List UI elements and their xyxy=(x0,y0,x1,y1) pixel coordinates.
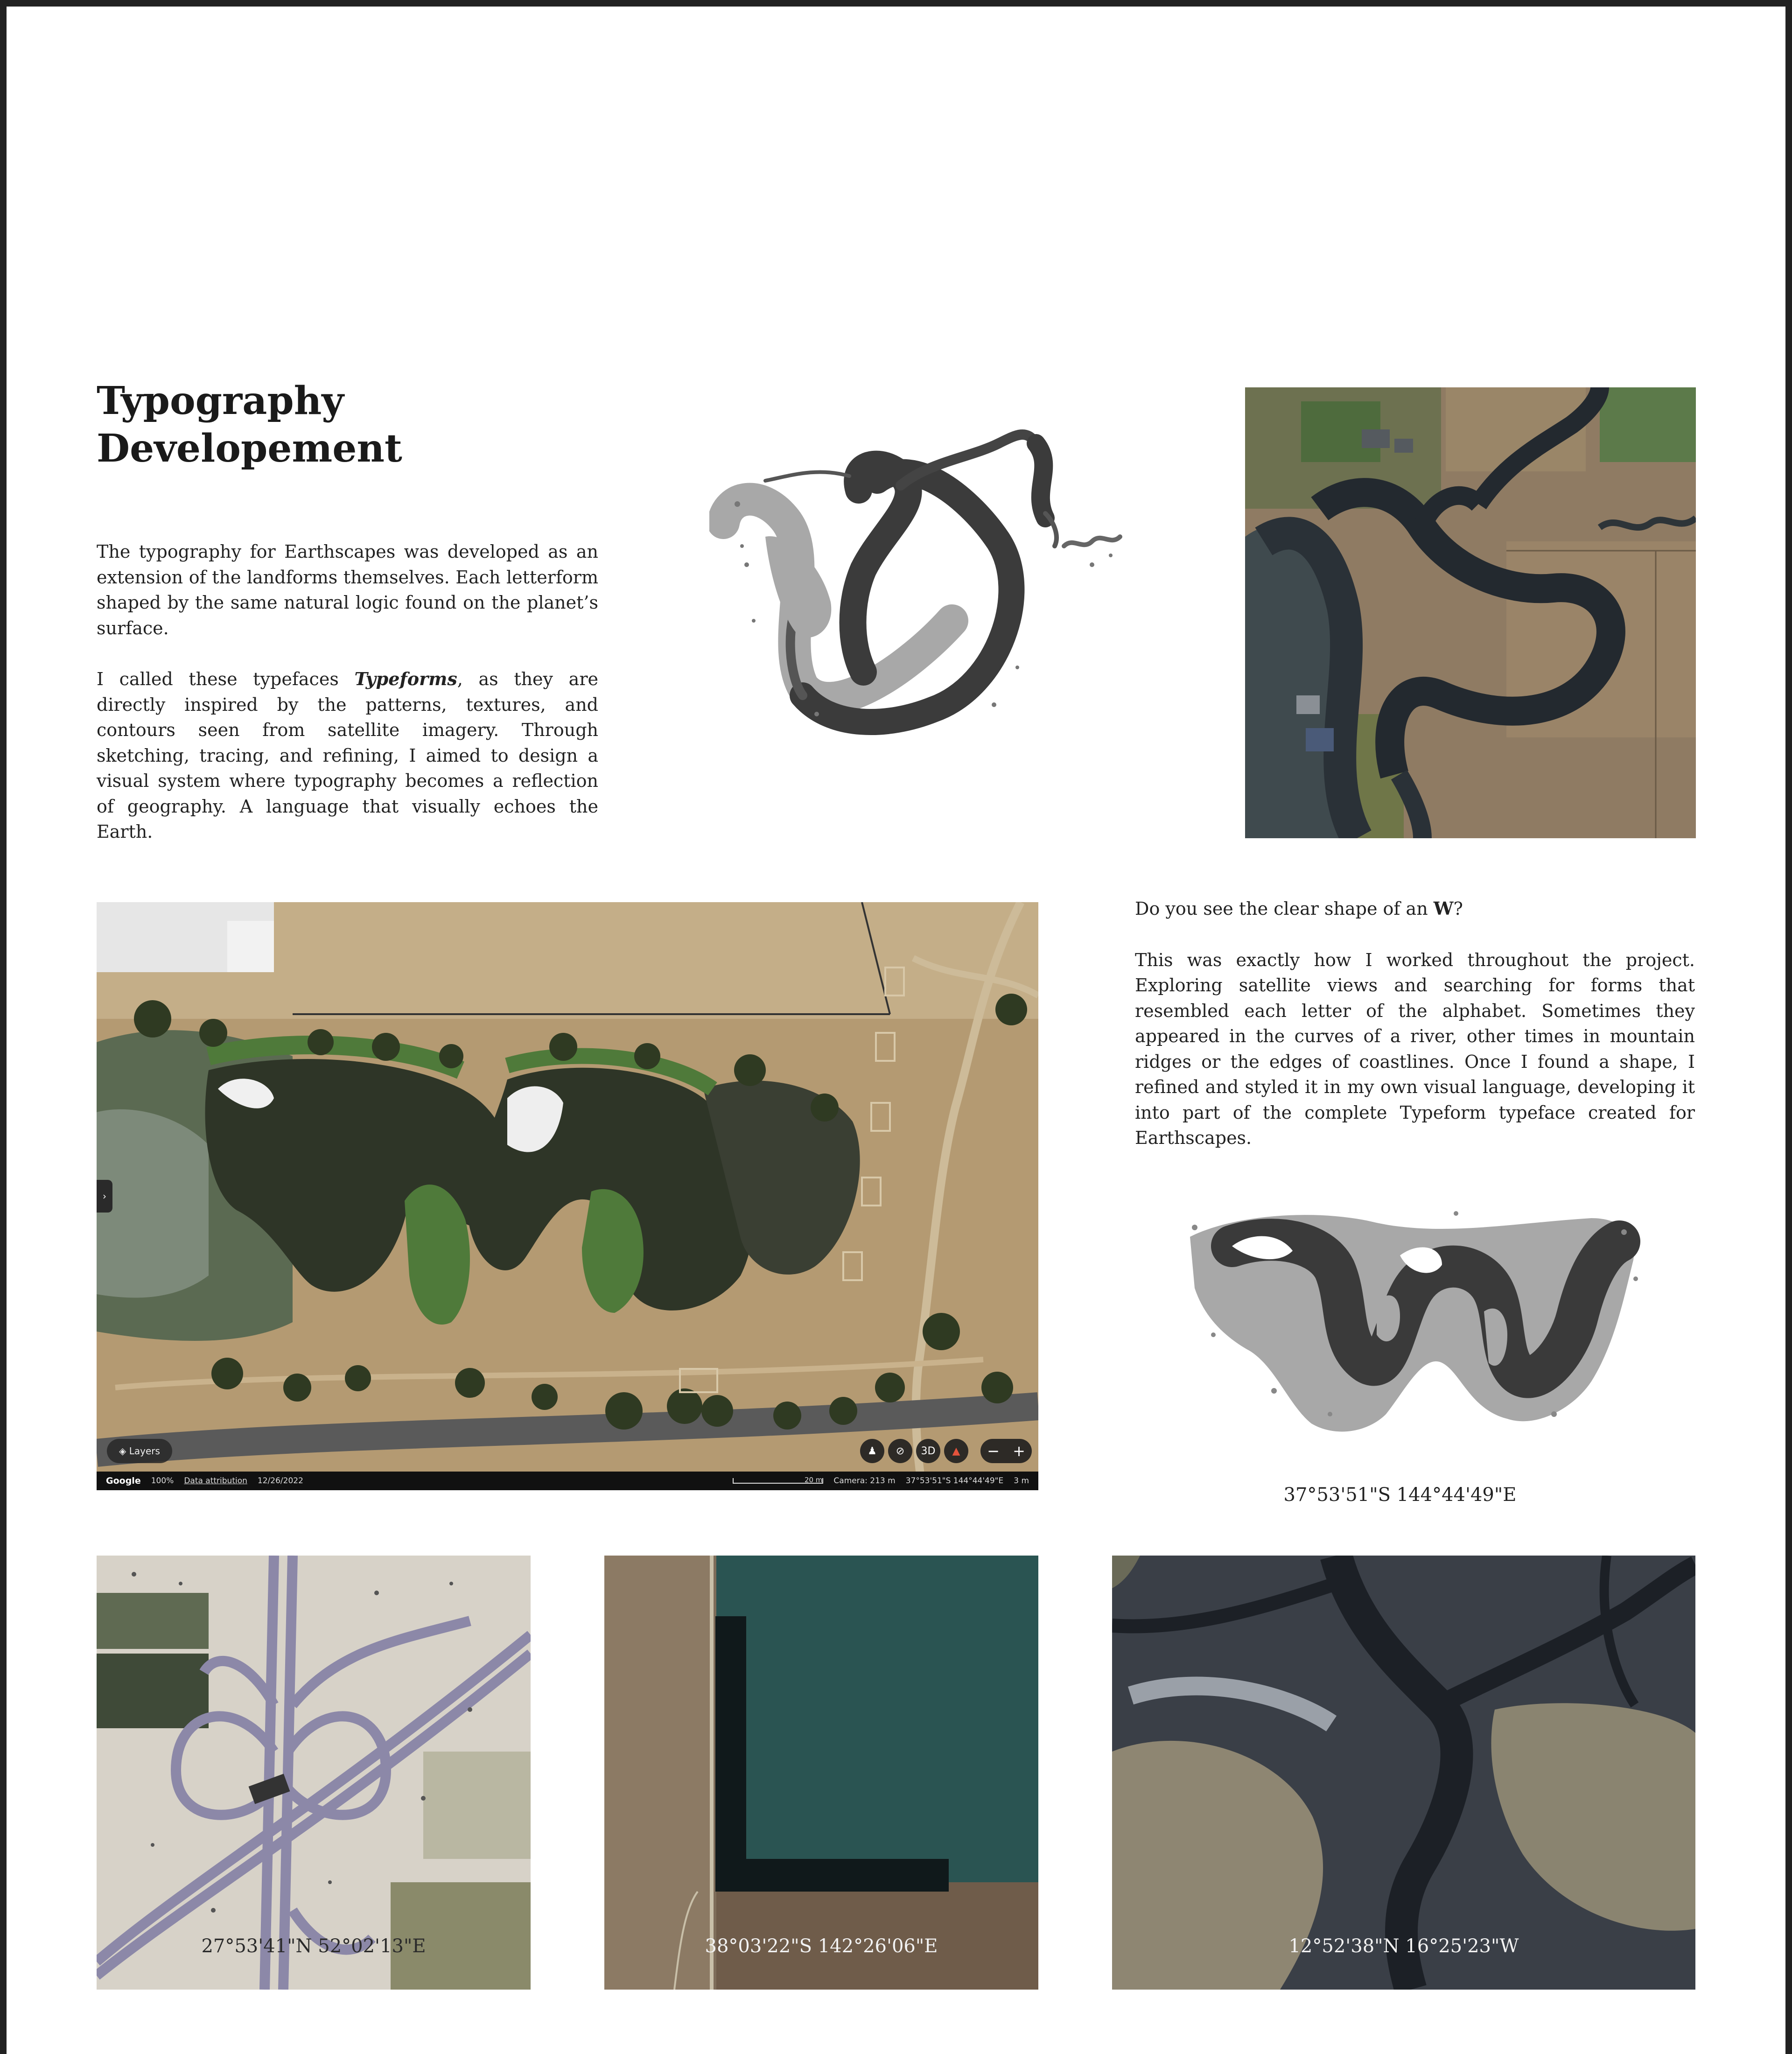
imagery-date: 12/26/2022 xyxy=(257,1476,303,1486)
layers-icon: ◈ xyxy=(119,1445,129,1457)
cursor-coordinates: 37°53'51"S 144°44'49"E xyxy=(905,1476,1004,1486)
sample-3-coordinates: 12°52'38"N 16°25'23"W xyxy=(1288,1935,1519,1957)
zoom-percent: 100% xyxy=(151,1476,174,1486)
google-logo: Google xyxy=(106,1476,141,1486)
sample-image-field xyxy=(604,1556,1038,1990)
process-text xyxy=(1135,896,1695,1177)
question-letter: W xyxy=(1433,898,1454,919)
w-coordinates: 37°53'51"S 144°44'49"E xyxy=(1283,1484,1517,1506)
panel-toggle-icon[interactable]: › xyxy=(97,1180,112,1213)
question-start: Do you see the clear shape of an xyxy=(1135,898,1434,919)
intro-p2-end: , as they are directly inspired by the patterns, textures, and contours seen from satellite imagery. Through sketching, tracing, and refining, I aimed to design a visual system where typography becomes a reflection of geography. A language that visually echoes the Earth. xyxy=(97,669,598,842)
zoom-in-icon[interactable]: + xyxy=(1013,1442,1025,1460)
sample-2-coordinates: 38°03'22"S 142°26'06"E xyxy=(705,1935,938,1957)
sample-image-interchange xyxy=(97,1556,531,1990)
intro-paragraph-2 xyxy=(97,666,598,845)
zoom-controls[interactable] xyxy=(980,1439,1032,1463)
street-view-icon[interactable]: ♟ xyxy=(860,1439,884,1463)
process-paragraph: This was exactly how I worked throughout the project. Exploring satellite views and searching for forms that resembled each letter of the alphabet. Sometimes they appeared in the curves of a river, other times in mountain ridges or the edges of coastlines. Once I found a shape, I refined and styled it in my own visual language, developing it into part of the complete Typeform typeface created for Earthscapes. xyxy=(1135,949,1695,1148)
question-line xyxy=(1135,896,1695,922)
layers-label: Layers xyxy=(129,1445,160,1457)
w-satellite-map xyxy=(97,902,1038,1490)
river-letterform-trace xyxy=(709,425,1143,803)
w-letterform-trace xyxy=(1181,1195,1643,1447)
compass-reset-icon[interactable]: ⊘ xyxy=(888,1439,912,1463)
intro-p2-start: I called these typefaces xyxy=(97,669,355,689)
camera-altitude: Camera: 213 m xyxy=(833,1476,896,1486)
sample-image-delta xyxy=(1112,1556,1695,1990)
title-line-1: Typography xyxy=(97,379,344,423)
map-status-bar xyxy=(97,1472,1038,1490)
layers-button[interactable] xyxy=(107,1439,172,1463)
scale-bar: 20 m xyxy=(733,1478,823,1484)
title-line-2: Developement xyxy=(97,426,402,471)
ground-altitude: 3 m xyxy=(1014,1476,1029,1486)
question-end: ? xyxy=(1453,898,1463,919)
toggle-3d-button[interactable]: 3D xyxy=(916,1439,940,1463)
typeforms-emphasis: Typeforms xyxy=(354,668,457,689)
data-attribution-link[interactable]: Data attribution xyxy=(184,1476,247,1486)
river-satellite-image xyxy=(1245,387,1696,838)
intro-text xyxy=(97,539,598,870)
sample-1-coordinates: 27°53'41"N 52°02'13"E xyxy=(201,1935,426,1957)
page-title xyxy=(97,377,402,472)
zoom-out-icon[interactable]: − xyxy=(987,1442,1000,1460)
intro-paragraph-1: The typography for Earthscapes was developed as an extension of the landforms themselves. Each letterform shaped by the same natural logic found on the planet’s surface. xyxy=(97,541,598,638)
compass-icon[interactable]: ▲ xyxy=(944,1439,968,1463)
